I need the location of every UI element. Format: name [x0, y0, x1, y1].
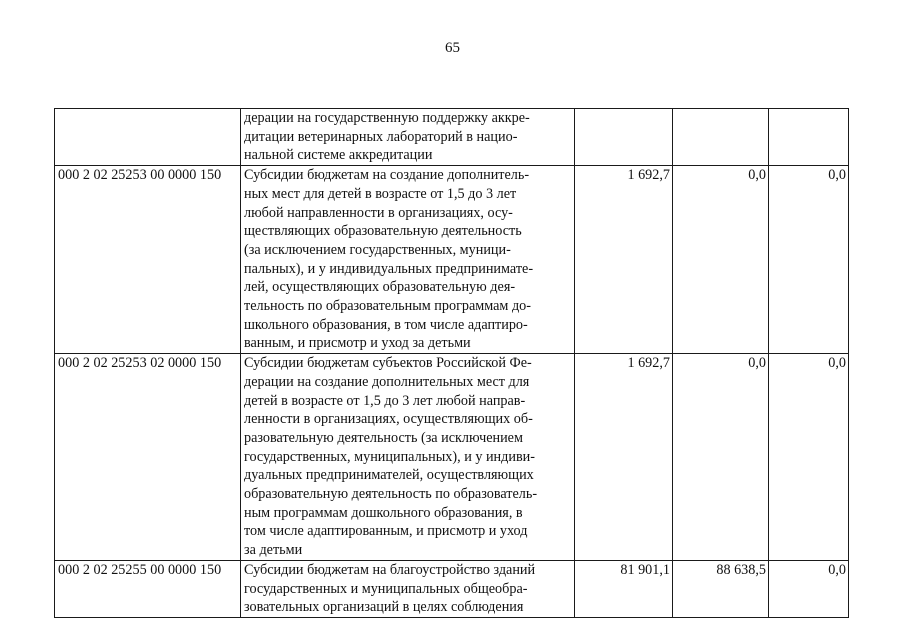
amount-cell-1: 81 901,1	[575, 560, 673, 617]
amount-cell-1	[575, 109, 673, 166]
amount-cell-1: 1 692,7	[575, 354, 673, 561]
description-cell	[241, 560, 575, 617]
budget-table	[54, 108, 849, 618]
description-line: ным программам дошкольного образования, в	[244, 504, 523, 521]
amount-cell-2: 0,0	[673, 166, 769, 354]
description-line: тельность по образовательным программам до-	[244, 298, 531, 315]
description-cell	[241, 166, 575, 354]
description-line: дуальных предпринимателей, осуществляющих	[244, 467, 534, 484]
budget-code-cell: 000 2 02 25253 02 0000 150	[55, 354, 241, 561]
description-line: нальной системе аккредитации	[244, 147, 433, 164]
amount-cell-3: 0,0	[769, 560, 849, 617]
description-line: детей в возрасте от 1,5 до 3 лет любой направ-	[244, 392, 526, 409]
description-line: государственных, муниципальных), и у индиви-	[244, 448, 535, 465]
budget-code-cell: 000 2 02 25255 00 0000 150	[55, 560, 241, 617]
description-line: школьного образования, в том числе адаптиро-	[244, 316, 528, 333]
amount-cell-2: 0,0	[673, 354, 769, 561]
table-row	[55, 166, 849, 354]
description-cell	[241, 109, 575, 166]
description-line: зовательных организаций в целях соблюдения	[244, 599, 524, 616]
description-line: образовательную деятельность по образователь-	[244, 486, 538, 503]
description-line: пальных), и у индивидуальных предпринимате-	[244, 260, 534, 277]
description-line: государственных и муниципальных общеобра-	[244, 580, 528, 597]
amount-cell-1: 1 692,7	[575, 166, 673, 354]
amount-cell-3	[769, 109, 849, 166]
table-row	[55, 560, 849, 617]
description-line: дитации ветеринарных лабораторий в нацио-	[244, 128, 518, 145]
description-line: Субсидии бюджетам субъектов Российской Фе-	[244, 355, 532, 372]
amount-cell-3: 0,0	[769, 166, 849, 354]
amount-cell-2: 88 638,5	[673, 560, 769, 617]
description-line: ленности в организациях, осуществляющих об-	[244, 411, 533, 428]
description-line: ванным, и присмотр и уход за детьми	[244, 335, 471, 352]
description-line: дерации на создание дополнительных мест для	[244, 373, 530, 390]
amount-cell-3: 0,0	[769, 354, 849, 561]
description-line: ных мест для детей в возрасте от 1,5 до 3 лет	[244, 185, 517, 202]
description-line: дерации на государственную поддержку аккре-	[244, 110, 530, 126]
description-line: Субсидии бюджетам на создание дополнитель-	[244, 167, 530, 184]
description-line: лей, осуществляющих образовательную дея-	[244, 279, 516, 296]
description-line: (за исключением государственных, муници-	[244, 241, 511, 258]
description-line: том числе адаптированным, и присмотр и уход	[244, 523, 528, 540]
description-line: за детьми	[244, 542, 303, 559]
description-line: ществляющих образовательную деятельность	[244, 223, 522, 240]
budget-code-cell	[55, 109, 241, 166]
page-number: 65	[445, 40, 460, 56]
description-line: Субсидии бюджетам на благоустройство зданий	[244, 561, 536, 578]
table-row	[55, 109, 849, 166]
description-line: разовательную деятельность (за исключением	[244, 429, 523, 446]
description-line: любой направленности в организациях, осу-	[244, 204, 513, 221]
table-row	[55, 354, 849, 561]
amount-cell-2	[673, 109, 769, 166]
budget-code-cell: 000 2 02 25253 00 0000 150	[55, 166, 241, 354]
description-cell	[241, 354, 575, 561]
